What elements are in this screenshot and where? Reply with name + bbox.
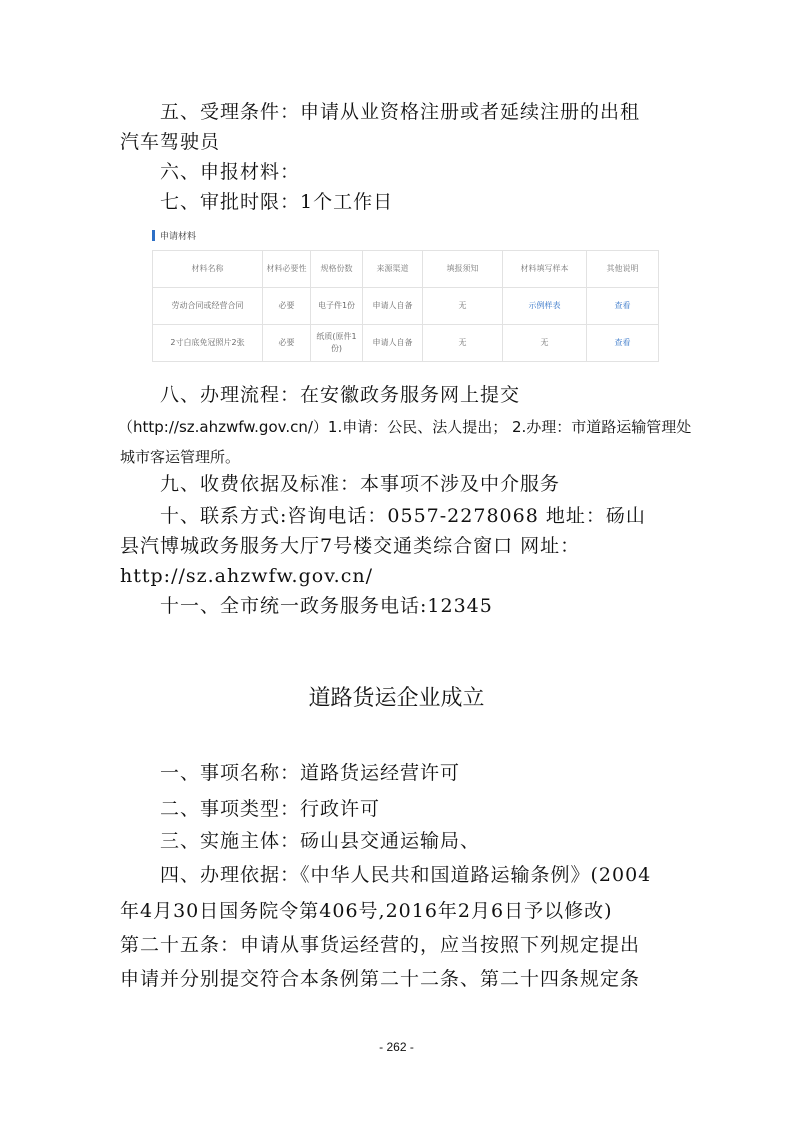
- sample-link[interactable]: 示例样表: [503, 288, 587, 325]
- table-row: [153, 325, 659, 362]
- col-header: 材料名称: [153, 251, 263, 288]
- item-5-line2: 汽车驾驶员: [120, 131, 221, 153]
- item-7: 七、审批时限：1个工作日: [160, 191, 394, 213]
- page-number: - 262 -: [379, 1040, 414, 1054]
- item-9: 九、收费依据及标准：本事项不涉及中介服务: [160, 473, 561, 495]
- table-row: [153, 288, 659, 325]
- cell: 申请人自备: [363, 325, 423, 362]
- item-4-line3: 第二十五条：申请从事货运经营的，应当按照下列规定提出: [120, 934, 641, 956]
- item-11: 十一、全市统一政务服务电话:12345: [160, 595, 493, 617]
- view-link[interactable]: 查看: [587, 325, 659, 362]
- item-10-line3: http://sz.ahzwfw.gov.cn/: [120, 565, 373, 587]
- item-8-line1: 八、办理流程：在安徽政务服务网上提交: [160, 384, 521, 406]
- heading-bar: [152, 230, 155, 241]
- item-3: 三、实施主体：砀山县交通运输局、: [160, 830, 481, 852]
- cell: 必要: [263, 288, 311, 325]
- col-header: 材料必要性: [263, 251, 311, 288]
- cell: 无: [503, 325, 587, 362]
- cell: 劳动合同或经营合同: [153, 288, 263, 325]
- cell: 必要: [263, 325, 311, 362]
- cell: 电子件1份: [311, 288, 363, 325]
- col-header: 来源渠道: [363, 251, 423, 288]
- col-header: 规格份数: [311, 251, 363, 288]
- materials-heading: [152, 228, 196, 242]
- col-header: 材料填写样本: [503, 251, 587, 288]
- cell: 2寸白底免冠照片2张: [153, 325, 263, 362]
- item-10-line2: 县汽博城政务服务大厅7号楼交通类综合窗口 网址：: [120, 535, 581, 557]
- cell: 申请人自备: [363, 288, 423, 325]
- item-8-line2: （http://sz.ahzwfw.gov.cn/）1.申请：公民、法人提出； 2.办理：市道路运输管理处: [118, 418, 692, 436]
- table-header-row: [153, 251, 659, 288]
- item-8-line3: 城市客运管理所。: [120, 448, 241, 466]
- cell: 纸质(原件1份): [311, 325, 363, 362]
- view-link[interactable]: 查看: [587, 288, 659, 325]
- item-6: 六、申报材料：: [160, 161, 301, 183]
- item-4-line1: 四、办理依据：《中华人民共和国道路运输条例》(2004: [160, 864, 652, 886]
- item-4-line4: 申请并分别提交符合本条例第二十二条、第二十四条规定条: [120, 968, 641, 990]
- item-2: 二、事项类型：行政许可: [160, 798, 381, 820]
- materials-table: [152, 250, 659, 362]
- item-10-line1: 十、联系方式:咨询电话：0557-2278068 地址：砀山: [160, 505, 646, 527]
- item-5-line1: 五、受理条件：申请从业资格注册或者延续注册的出租: [160, 101, 641, 123]
- materials-heading-text: 申请材料: [160, 231, 197, 242]
- section-title: 道路货运企业成立: [308, 686, 485, 711]
- col-header: 填报须知: [423, 251, 503, 288]
- item-4-line2: 年4月30日国务院令第406号,2016年2月6日予以修改): [120, 900, 613, 922]
- item-1: 一、事项名称：道路货运经营许可: [160, 762, 461, 784]
- cell: 无: [423, 288, 503, 325]
- col-header: 其他说明: [587, 251, 659, 288]
- cell: 无: [423, 325, 503, 362]
